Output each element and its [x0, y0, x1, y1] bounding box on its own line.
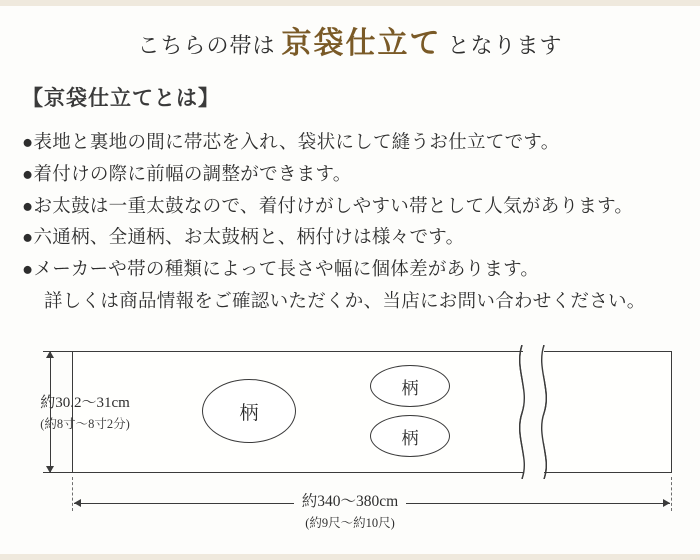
list-item: ●表地と裏地の間に帯芯を入れ、袋状にして縫うお仕立てです。 — [22, 133, 560, 153]
title-prefix: こちらの帯は — [137, 33, 276, 58]
width-measure-main: 約340〜380cm — [294, 490, 406, 513]
list-item: ●六通柄、全通柄、お太鼓柄と、柄付けは様々です。 — [22, 228, 465, 249]
list-item: ●お太鼓は一重太鼓なので、着付けがしやすい帯として人気があります。 — [22, 196, 634, 217]
height-measure-label — [10, 393, 160, 433]
list-item: ●着付けの際に前幅の調整ができます。 — [22, 164, 352, 185]
top-band — [0, 0, 700, 6]
title-emphasis: 京袋仕立て — [281, 27, 442, 60]
pattern-label: 柄 — [401, 428, 419, 448]
pattern-ellipse-bottom — [370, 415, 450, 457]
height-measure-sub: (約8寸〜8寸2分) — [40, 416, 130, 431]
list-item: ●メーカーや帯の種類によって長さや幅に個体差があります。 — [22, 260, 540, 281]
page-title — [0, 18, 700, 62]
obi-rectangle — [72, 351, 672, 473]
pattern-ellipse-top — [370, 365, 450, 407]
section-heading: 【京袋仕立てとは】 — [22, 86, 220, 110]
detail-note: 詳しくは商品情報をご確認いただくか、当店にお問い合わせください。 — [44, 292, 646, 313]
width-measure-label — [18, 490, 682, 533]
obi-diagram — [18, 345, 682, 545]
arrow-up-icon — [46, 351, 54, 358]
break-mark-icon — [504, 345, 564, 479]
pattern-label: 柄 — [239, 402, 259, 424]
bullet-list — [22, 128, 682, 319]
pattern-ellipse-large — [202, 379, 296, 443]
width-measure-sub: (約9尺〜約10尺) — [305, 516, 395, 531]
pattern-label: 柄 — [401, 378, 419, 398]
bottom-band — [0, 554, 700, 560]
arrow-down-icon — [46, 466, 54, 473]
title-suffix: となります — [447, 33, 563, 58]
height-measure-main: 約30.2〜31cm — [40, 395, 130, 411]
